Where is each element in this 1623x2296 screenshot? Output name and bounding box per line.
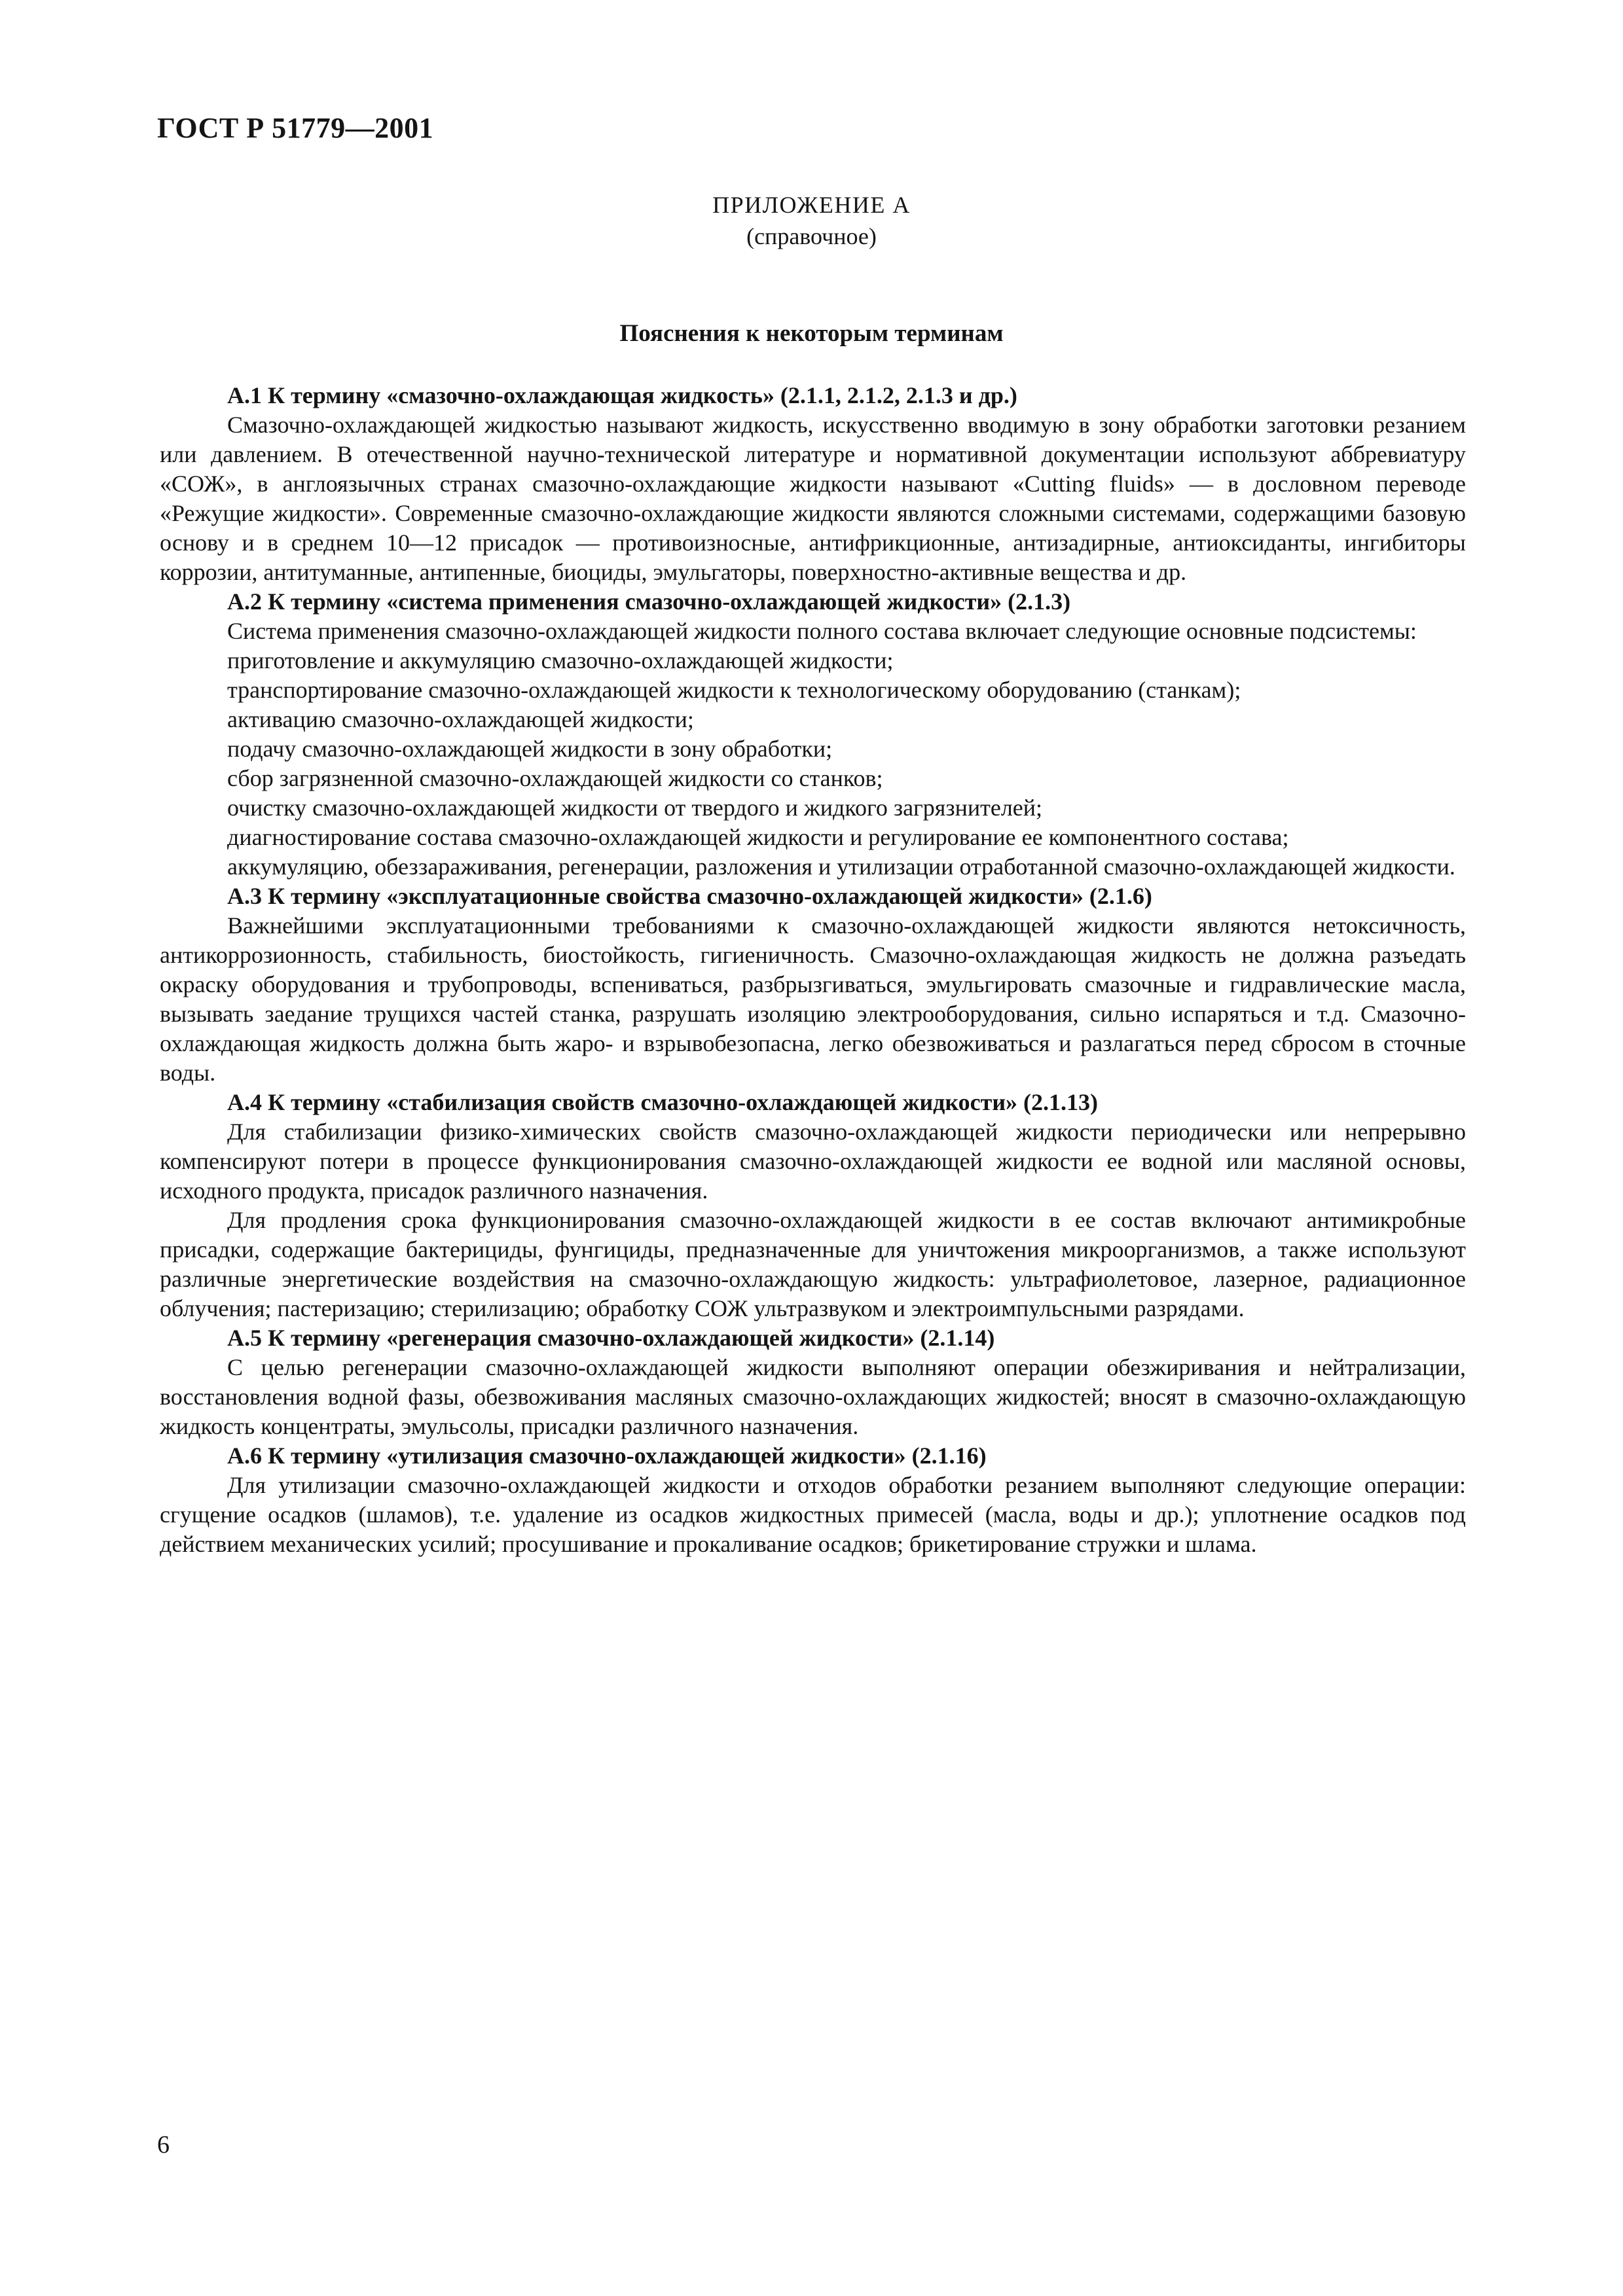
section-heading-a2: А.2 К термину «система применения смазочно-охлаждающей жидкости» (2.1.3) xyxy=(227,588,1071,615)
appendix-title: ПРИЛОЖЕНИЕ А xyxy=(712,192,911,218)
paragraph: Для стабилизации физико-химических свойств смазочно-охлаждающей жидкости периодически или непрерывно компенсируют потери в процессе функционирования смазочно-охлаждающей жидкости ее водной или масляной основы, исходного продукта, присадок различного назначения. xyxy=(160,1119,1466,1204)
appendix-subtitle: (справочное) xyxy=(746,223,877,249)
section-heading-a4: А.4 К термину «стабилизация свойств смазочно-охлаждающей жидкости» (2.1.13) xyxy=(227,1089,1099,1115)
section-heading-a6: А.6 К термину «утилизация смазочно-охлаждающей жидкости» (2.1.16) xyxy=(227,1443,987,1469)
paragraph: С целью регенерации смазочно-охлаждающей жидкости выполняют операции обезжиривания и нейтрализации, восстановления водной фазы, обезвоживания масляных смазочно-охлаждающих жидкостей; вносят в смазочно-охлаждающую жидкость концентраты, эмульсолы, присадки различного назначения. xyxy=(160,1354,1466,1439)
paragraph: Смазочно-охлаждающей жидкостью называют жидкость, искусственно вводимую в зону обработки заготовки резанием или давлением. В отечественной научно-технической литературе и нормативной документации используют аббревиатуру «СОЖ», в англоязычных странах смазочно-охлаждающие жидкости называют «Cutting fluids» — в дословном переводе «Режущие жидкости». Современные смазочно-охлаждающие жидкости являются сложными системами, содержащими базовую основу и в среднем 10—12 присадок — противоизносные, антифрикционные, антизадирные, антиоксиданты, ингибиторы коррозии, антитуманные, антипенные, биоциды, эмульгаторы, поверхностно-активные вещества и др. xyxy=(160,412,1466,585)
paragraph: Для утилизации смазочно-охлаждающей жидкости и отходов обработки резанием выполняют следующие операции: сгущение осадков (шламов), т.е. удаление из осадков жидкостных примесей (масла, воды и др.); уплотнение осадков под действием механических усилий; просушивание и прокаливание осадков; брикетирование стружки и шлама. xyxy=(160,1472,1466,1557)
list-item: подачу смазочно-охлаждающей жидкости в зону обработки; xyxy=(227,736,833,762)
list-item: приготовление и аккумуляцию смазочно-охлаждающей жидкости; xyxy=(227,647,894,673)
paragraph: Система применения смазочно-охлаждающей жидкости полного состава включает следующие основные подсистемы: xyxy=(227,618,1417,644)
list-item: сбор загрязненной смазочно-охлаждающей жидкости со станков; xyxy=(227,765,883,791)
section-heading-a5: А.5 К термину «регенерация смазочно-охлаждающей жидкости» (2.1.14) xyxy=(227,1325,995,1351)
section-title: Пояснения к некоторым терминам xyxy=(619,320,1004,347)
list-item: очистку смазочно-охлаждающей жидкости от твердого и жидкого загрязнителей; xyxy=(227,795,1043,821)
section-heading-a1: А.1 К термину «смазочно-охлаждающая жидкость» (2.1.1, 2.1.2, 2.1.3 и др.) xyxy=(227,382,1017,408)
body-text xyxy=(160,381,1466,1559)
page-number: 6 xyxy=(157,2131,170,2159)
list-item: активацию смазочно-охлаждающей жидкости; xyxy=(227,706,694,732)
document-number: ГОСТ Р 51779—2001 xyxy=(157,112,434,144)
paragraph: Для продления срока функционирования смазочно-охлаждающей жидкости в ее состав включают антимикробные присадки, содержащие бактерициды, фунгициды, предназначенные для уничтожения микроорганизмов, а также используют различные энергетические воздействия на смазочно-охлаждающую жидкость: ультрафиолетовое, лазерное, радиационное облучения; пастеризацию; стерилизацию; обработку СОЖ ультразвуком и электроимпульсными разрядами. xyxy=(160,1207,1466,1321)
paragraph: аккумуляцию, обеззараживания, регенерации, разложения и утилизации отработанной смазочно-охлаждающей жидкости. xyxy=(227,853,1455,880)
list-item: диагностирование состава смазочно-охлаждающей жидкости и регулирование ее компонентного состава; xyxy=(227,824,1289,850)
list-item: транспортирование смазочно-охлаждающей жидкости к технологическому оборудованию (станкам); xyxy=(227,677,1241,703)
paragraph: Важнейшими эксплуатационными требованиями к смазочно-охлаждающей жидкости являются нетоксичность, антикоррозионность, стабильность, биостойкость, гигиеничность. Смазочно-охлаждающая жидкость не должна разъедать окраску оборудования и трубопроводы, вспениваться, разбрызгиваться, эмульгировать смазочные и гидравлические масла, вызывать заедание трущихся частей станка, разрушать изоляцию электрооборудования, сильно испаряться и т.д. Смазочно-охлаждающая жидкость должна быть жаро- и взрывобезопасна, легко обезвоживаться и разлагаться перед сбросом в сточные воды. xyxy=(160,912,1466,1086)
section-heading-a3: А.3 К термину «эксплуатационные свойства смазочно-охлаждающей жидкости» (2.1.6) xyxy=(227,883,1152,909)
